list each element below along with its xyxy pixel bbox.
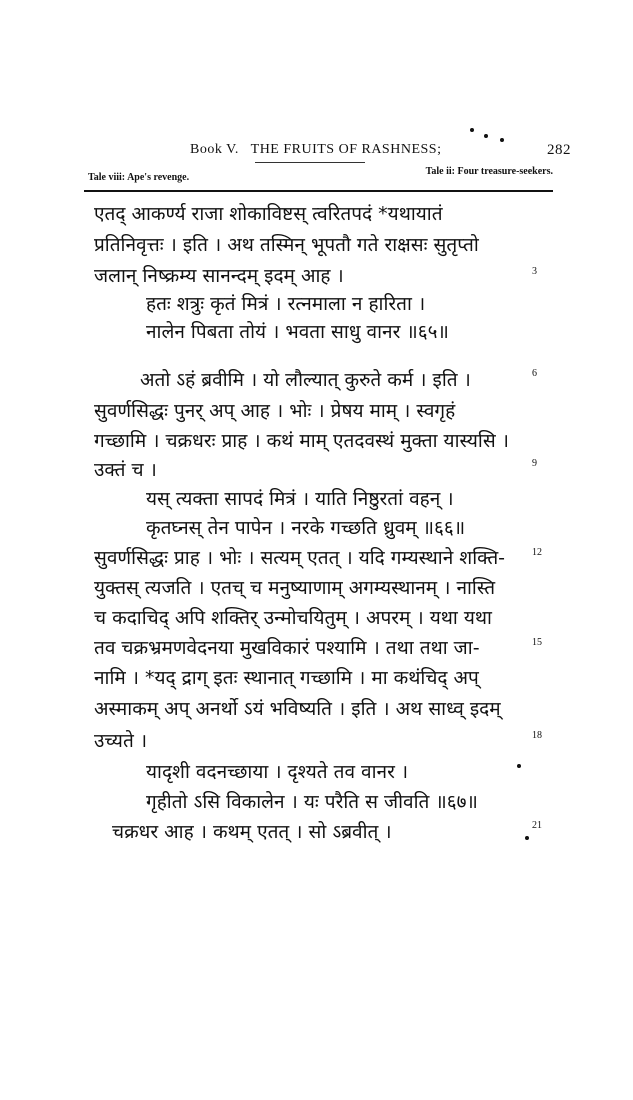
book-label: Book V. xyxy=(190,142,239,157)
ink-speck xyxy=(500,138,504,142)
subhead-right: Tale ii: Four treasure-seekers. xyxy=(425,166,553,177)
text-line: नामि । *यद् द्राग् इतः स्थानात् गच्छामि । मा कथंचिद् अप् xyxy=(94,667,479,689)
verse-line: नालेन पिबता तोयं । भवता साधु वानर ॥६५॥ xyxy=(146,321,449,343)
chapter-title: THE FRUITS OF RASHNESS; xyxy=(250,142,442,157)
text-line: तव चक्रभ्रमणवेदनया मुखविकारं पश्यामि । तथा तथा जा- xyxy=(94,637,480,659)
text-line: अतो ऽहं ब्रवीमि । यो लौल्यात् कुरुते कर्म । इति । xyxy=(140,369,471,391)
text-line: उक्तं च । xyxy=(94,459,157,481)
line-number: 9 xyxy=(532,458,537,469)
running-head xyxy=(0,142,633,162)
ink-speck xyxy=(470,128,474,132)
text-line: उच्यते । xyxy=(94,730,148,752)
text-line: युक्तस् त्यजति । एतच् च मनुष्याणाम् अगम्यस्थानम् । नास्ति xyxy=(94,577,496,599)
text-line: चक्रधर आह । कथम् एतत् । सो ऽब्रवीत् । xyxy=(112,821,392,843)
subhead-left: Tale viii: Ape's revenge. xyxy=(88,172,190,183)
header-rule xyxy=(84,190,553,192)
line-number: 12 xyxy=(532,547,542,558)
line-number: 15 xyxy=(532,637,542,648)
text-line: सुवर्णसिद्धः प्राह । भोः । सत्यम् एतत् । यदि गम्यस्थाने शक्ति- xyxy=(94,547,506,569)
verse-line: यादृशी वदनच्छाया । दृश्यते तव वानर । xyxy=(146,761,409,783)
verse-line: कृतघ्नस् तेन पापेन । नरके गच्छति ध्रुवम् ॥६६॥ xyxy=(146,517,466,539)
text-line: च कदाचिद् अपि शक्तिर् उन्मोचयितुम् । अपरम् । यथा यथा xyxy=(94,607,492,629)
line-number: 3 xyxy=(532,266,537,277)
ink-speck xyxy=(517,764,521,768)
line-number: 6 xyxy=(532,368,537,379)
text-line: जलान् निष्क्रम्य सानन्दम् इदम् आह । xyxy=(94,265,344,287)
ink-speck xyxy=(525,836,529,840)
subheads xyxy=(0,166,633,184)
line-number: 18 xyxy=(532,730,542,741)
running-head-title xyxy=(190,142,441,158)
line-number: 21 xyxy=(532,820,542,831)
ink-speck xyxy=(484,134,488,138)
text-line: गच्छामि । चक्रधरः प्राह । कथं माम् एतदवस्थं मुक्ता यास्यसि । xyxy=(94,430,509,452)
text-line: अस्माकम् अप् अनर्थो ऽयं भविष्यति । इति । अथ साध्व् इदम् xyxy=(94,698,501,720)
text-line: प्रतिनिवृत्तः । इति । अथ तस्मिन् भूपतौ गते राक्षसः सुतृप्तो xyxy=(94,234,479,256)
text-line: सुवर्णसिद्धः पुनर् अप् आह । भोः । प्रेषय माम् । स्वगृहं xyxy=(94,400,456,422)
title-underline xyxy=(255,162,365,163)
verse-line: यस् त्यक्ता सापदं मित्रं । याति निष्ठुरतां वहन् । xyxy=(146,488,454,510)
page-number: 282 xyxy=(547,142,571,158)
text-line: एतद् आकर्ण्य राजा शोकाविष्टस् त्वरितपदं *यथायातं xyxy=(94,203,443,225)
verse-line: गृहीतो ऽसि विकालेन । यः परैति स जीवति ॥६७॥ xyxy=(146,791,478,813)
verse-line: हतः शत्रुः कृतं मित्रं । रत्नमाला न हारिता । xyxy=(146,293,426,315)
